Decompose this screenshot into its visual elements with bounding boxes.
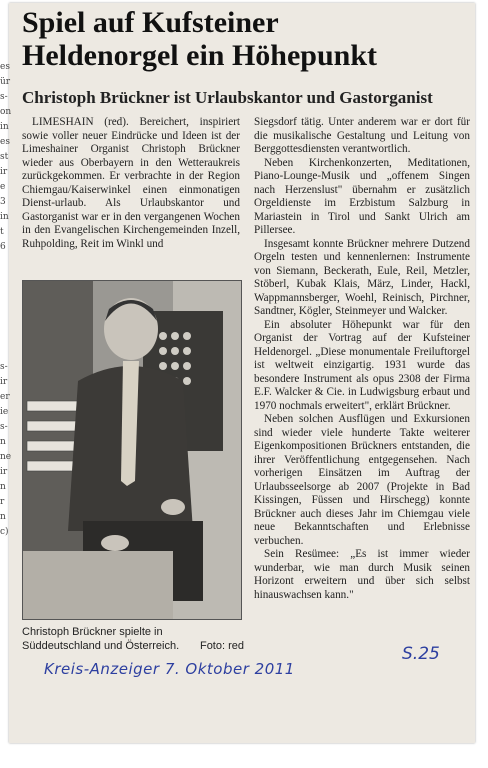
strip-fragment: 6 [0,242,6,252]
paragraph: Sein Resümee: „Es ist immer wieder wunderbar, wie man durch Musik seinen Horizont erweitern und über sich selbst hinauswachsen kann." [254,548,470,601]
strip-fragment: 3 [0,197,6,207]
adjacent-column-fragment [0,60,17,660]
strip-fragment [0,330,17,345]
strip-fragment: c) [0,527,9,537]
strip-fragment: s- [0,422,8,432]
paragraph: LIMESHAIN (red). Bereichert, inspiriert sowie voller neuer Eindrücke und Ideen ist der Limeshainer Organist Christoph Brückner wieder aus Oberbayern in den Wetteraukreis zurückgekommen. Er verbrachte in der Region Chiemgau/Kaiserwinkel einen einmonatigen Dienst-urlaub. Als Urlaubskantor und Gastorganist war er in den vergangenen Wochen in den Evangelischen Kirchengemeinden Inzell, Ruhpolding, Reit im Winkl und [22,116,240,250]
article-subheadline: Christoph Brückner ist Urlaubskantor und Gastorganist [22,88,433,107]
strip-fragment: ie [0,407,9,417]
caption-text: Christoph Brückner spielte in Süddeutschland und Österreich. [22,626,180,652]
strip-fragment: ir [0,467,8,477]
strip-fragment: e [0,182,6,192]
strip-fragment: ir [0,167,8,177]
headline-line-2: Heldenorgel ein Höhepunkt [22,39,378,72]
strip-fragment: s- [0,362,8,372]
strip-fragment: t [0,227,4,237]
strip-fragment: es [0,62,10,72]
strip-fragment [0,315,17,330]
strip-fragment: in [0,212,9,222]
strip-fragment: n [0,437,6,447]
photo-caption [22,625,244,653]
handwritten-page-number: S.25 [402,644,440,664]
paragraph: Insgesamt konnte Brückner mehrere Dutzend Orgeln testen und kennenlernen: Instrumente von Siemann, Beckerath, Eule, Reil, Metzler, Stöberl, Kubak Klais, März, Linder, Hackl, Wappmannsberger, Woehl, Reinisch, Pirchner, Sandtner, Kögler, Steinmeyer und Walcker. [254,237,470,317]
paragraph: Neben Kirchenkonzerten, Meditationen, Piano-Lounge-Musik und „offenem Singen nach Herzenslust" übernahm er zusätzlich Orgeldienste im Erzbistum Salzburg in Mariastein in Tirol und Sankt Ulrich am Pillersee. [254,156,470,236]
strip-fragment: r [0,497,5,507]
headline-line-1: Spiel auf Kufsteiner [22,6,279,39]
strip-fragment: ir [0,377,8,387]
strip-fragment [0,270,17,285]
strip-fragment: ne [0,452,12,462]
strip-fragment: ür [0,77,11,87]
photo-credit: Foto: red [199,640,244,652]
strip-fragment: es [0,137,10,147]
strip-fragment: s- [0,92,8,102]
article-headline [22,6,468,72]
strip-fragment: n [0,512,6,522]
article-column-1 [22,116,240,270]
paragraph: Neben solchen Ausflügen und Exkursionen sind wieder viele hunderte Takte weiterer Eigenkompositionen Brückners entstanden, die ihrer Veröffentlichung entgegensehen. Nach vorherigen Einsätzen im Auftrag der Urlaubsseelsorge ab 2007 (Projekte in Bad Kissingen, Füssen und Hirschegg) konnte Brückner auch dieses Jahr im Chiemgau viele neue Bekanntschaften und Erlebnisse verbuchen. [254,413,470,547]
paragraph: Ein absoluter Höhepunkt war für den Organist der Vortrag auf der Kufsteiner Heldenorgel. „Diese monumentale Freiluftorgel ist weltweit einzigartig. 1931 wurde das besondere Instrument als opus 2308 der Firma E.F. Walcker & Cie. in Ludwigsburg erbaut und 1970 nochmals erweitert", erklärt Brückner. [254,318,470,412]
strip-fragment: in [0,122,9,132]
strip-fragment: er [0,392,10,402]
strip-fragment [0,345,17,360]
strip-fragment: st [0,152,9,162]
photo-illustration [23,281,241,619]
article-column-2 [254,116,470,676]
strip-fragment [0,255,17,270]
strip-fragment: on [0,107,12,117]
strip-fragment: n [0,482,6,492]
organist-photo [22,280,242,620]
paragraph: Siegsdorf tätig. Unter anderem war er dort für die musikalische Gestaltung und Leitung von Berggottesdiensten verantwortlich. [254,116,470,155]
strip-fragment [0,285,17,300]
strip-fragment [0,300,17,315]
handwritten-source-note: Kreis-Anzeiger 7. Oktober 2011 [44,660,295,678]
